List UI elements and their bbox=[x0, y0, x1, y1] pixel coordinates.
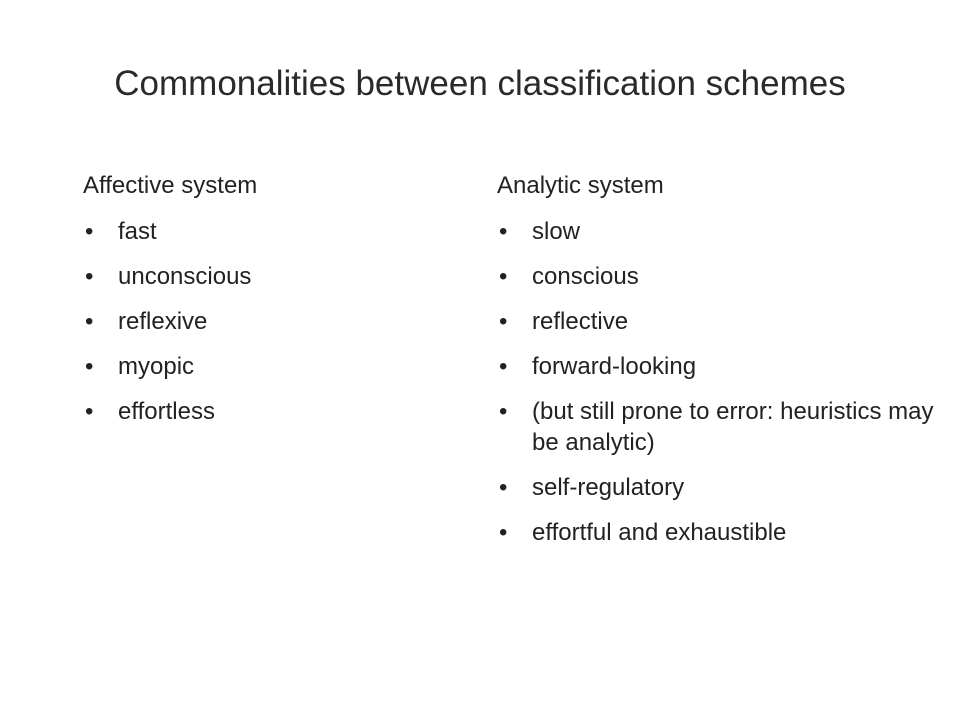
bullet-icon: • bbox=[499, 519, 508, 546]
affective-system-list bbox=[83, 216, 443, 427]
bullet-icon: • bbox=[85, 218, 94, 245]
list-item bbox=[83, 261, 443, 292]
analytic-system-heading: Analytic system bbox=[497, 172, 664, 199]
bullet-icon: • bbox=[499, 398, 508, 425]
affective-system-column bbox=[83, 170, 443, 441]
list-item-text: (but still prone to error: heuristics may be analytic) bbox=[532, 398, 934, 456]
bullet-icon: • bbox=[85, 398, 94, 425]
bullet-icon: • bbox=[85, 353, 94, 380]
list-item-text: effortless bbox=[118, 398, 215, 425]
list-item-text: reflexive bbox=[118, 308, 208, 335]
list-item-text: unconscious bbox=[118, 263, 252, 290]
bullet-icon: • bbox=[85, 263, 94, 290]
analytic-system-column bbox=[497, 170, 937, 562]
list-item bbox=[497, 216, 937, 247]
bullet-icon: • bbox=[85, 308, 94, 335]
bullet-icon: • bbox=[499, 308, 508, 335]
list-item-text: conscious bbox=[532, 263, 639, 290]
list-item-text: slow bbox=[532, 218, 581, 245]
list-item-text: reflective bbox=[532, 308, 629, 335]
list-item bbox=[83, 396, 443, 427]
list-item-text: self-regulatory bbox=[532, 474, 685, 501]
slide-title: Commonalities between classification schemes bbox=[114, 64, 846, 103]
list-item-text: myopic bbox=[118, 353, 195, 380]
list-item-text: fast bbox=[118, 218, 157, 245]
bullet-icon: • bbox=[499, 474, 508, 501]
list-item bbox=[497, 261, 937, 292]
list-item bbox=[497, 351, 937, 382]
list-item bbox=[497, 306, 937, 337]
bullet-icon: • bbox=[499, 353, 508, 380]
list-item-text: effortful and exhaustible bbox=[532, 519, 787, 546]
list-item bbox=[497, 517, 937, 548]
list-item-text: forward-looking bbox=[532, 353, 697, 380]
list-item bbox=[83, 216, 443, 247]
list-item bbox=[497, 472, 937, 503]
list-item bbox=[497, 396, 937, 458]
analytic-system-list bbox=[497, 216, 937, 548]
bullet-icon: • bbox=[499, 263, 508, 290]
bullet-icon: • bbox=[499, 218, 508, 245]
affective-system-heading: Affective system bbox=[83, 172, 258, 199]
list-item bbox=[83, 351, 443, 382]
list-item bbox=[83, 306, 443, 337]
